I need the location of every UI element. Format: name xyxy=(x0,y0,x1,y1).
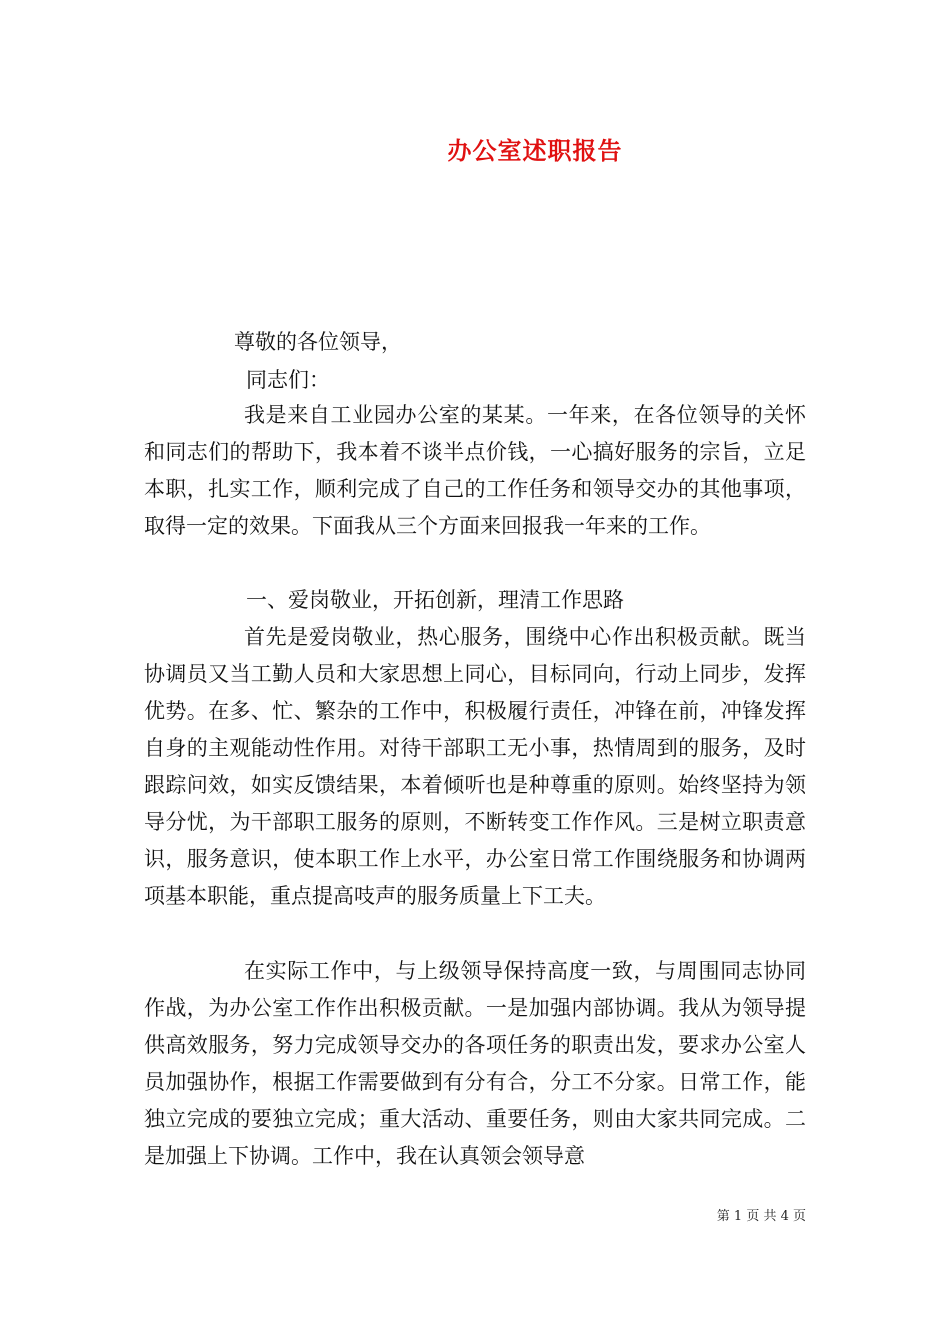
document-title: 办公室述职报告 xyxy=(447,136,623,165)
page-number-footer: 第 1 页 共 4 页 xyxy=(716,1209,806,1224)
salutation-line-1: 尊敬的各位领导， xyxy=(234,330,402,354)
section-heading-1: 一、爱岗敬业，开拓创新，理清工作思路 xyxy=(246,588,624,612)
body-paragraph-3: 在实际工作中，与上级领导保持高度一致，与周围同志协同作战，为办公室工作作出积极贡献。一是加强内部协调。我从为领导提供高效服务，努力完成领导交办的各项任务的职责出发，要求办公室人员加强协作，根据工作需要做到有分有合，分工不分家。日常工作，能独立完成的要独立完成；重大活动、重要任务，则由大家共同完成。二是加强上下协调。工作中，我在认真领会领导意 xyxy=(144,959,806,1168)
salutation-line-2: 同志们： xyxy=(246,368,330,392)
body-paragraph-2: 首先是爱岗敬业，热心服务，围绕中心作出积极贡献。既当协调员又当工勤人员和大家思想上同心，目标同向，行动上同步，发挥优势。在多、忙、繁杂的工作中，积极履行责任，冲锋在前，冲锋发挥自身的主观能动性作用。对待干部职工无小事，热情周到的服务，及时跟踪问效，如实反馈结果，本着倾听也是种尊重的原则。始终坚持为领导分忧，为干部职工服务的原则，不断转变工作作风。三是树立职责意识，服务意识，使本职工作上水平，办公室日常工作围绕服务和协调两项基本职能，重点提高吱声的服务质量上下工夫。 xyxy=(144,625,806,908)
body-paragraph-1: 我是来自工业园办公室的某某。一年来，在各位领导的关怀和同志们的帮助下，我本着不谈半点价钱，一心搞好服务的宗旨，立足本职，扎实工作，顺利完成了自己的工作任务和领导交办的其他事项，取得一定的效果。下面我从三个方面来回报我一年来的工作。 xyxy=(144,403,806,538)
